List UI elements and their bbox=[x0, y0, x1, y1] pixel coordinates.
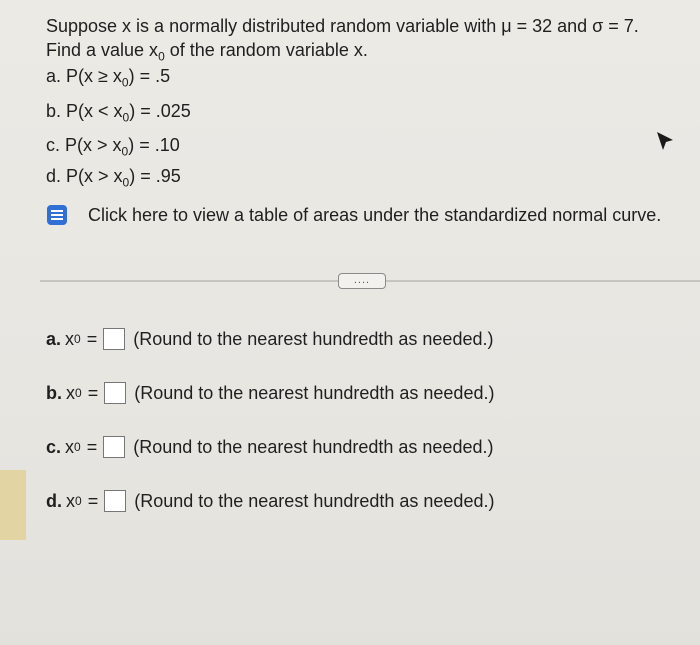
answer-variable: x bbox=[65, 436, 75, 457]
question-text: P(x > x bbox=[66, 166, 123, 186]
question-text: P(x < x bbox=[66, 101, 123, 121]
answer-label: b. bbox=[46, 382, 62, 403]
problem-statement bbox=[46, 14, 639, 69]
intro-line-1: Suppose x is a normally distributed random variable with μ = 32 and σ = 7. bbox=[46, 16, 639, 36]
answer-hint: (Round to the nearest hundredth as needed.) bbox=[133, 328, 494, 349]
answer-hint: (Round to the nearest hundredth as needed.) bbox=[134, 490, 495, 511]
question-b bbox=[46, 101, 191, 125]
question-value: ) = .5 bbox=[128, 66, 171, 86]
answer-subscript: 0 bbox=[75, 386, 82, 400]
answer-label: c. bbox=[46, 436, 62, 457]
answer-variable: x bbox=[66, 490, 75, 511]
question-text: P(x > x bbox=[65, 135, 122, 155]
expand-button[interactable]: .... bbox=[338, 273, 386, 289]
answer-row-d bbox=[46, 490, 494, 512]
answer-hint: (Round to the nearest hundredth as needed.) bbox=[133, 436, 494, 457]
answer-hint: (Round to the nearest hundredth as needed.) bbox=[134, 382, 495, 403]
normal-table-link-text[interactable]: Click here to view a table of areas under the standardized normal curve. bbox=[88, 204, 662, 225]
answer-label: d. bbox=[46, 490, 62, 511]
question-subscript: 0 bbox=[121, 75, 129, 90]
answer-equals: = bbox=[87, 490, 99, 511]
answer-label: a. bbox=[46, 328, 62, 349]
question-d bbox=[46, 166, 181, 190]
answer-subscript: 0 bbox=[74, 440, 81, 454]
answer-equals: = bbox=[86, 328, 98, 349]
answer-equals: = bbox=[86, 436, 98, 457]
answer-input-a[interactable] bbox=[103, 328, 125, 350]
intro-line-2-text: Find a value x bbox=[46, 40, 159, 60]
question-label: a. bbox=[46, 66, 62, 86]
question-text: P(x ≥ x bbox=[66, 66, 122, 86]
left-edge-strip bbox=[0, 470, 26, 540]
intro-line-2-tail: of the random variable x. bbox=[164, 40, 368, 60]
answer-row-b bbox=[46, 382, 494, 404]
answer-input-c[interactable] bbox=[103, 436, 125, 458]
intro-subscript: 0 bbox=[158, 49, 165, 64]
answer-input-d[interactable] bbox=[104, 490, 126, 512]
answer-equals: = bbox=[87, 382, 99, 403]
answer-subscript: 0 bbox=[74, 332, 81, 346]
answer-variable: x bbox=[65, 328, 75, 349]
question-value: ) = .10 bbox=[128, 135, 180, 155]
question-label: d. bbox=[46, 166, 62, 186]
question-value: ) = .95 bbox=[129, 166, 181, 186]
question-label: b. bbox=[46, 101, 62, 121]
answer-input-b[interactable] bbox=[104, 382, 126, 404]
answer-subscript: 0 bbox=[75, 494, 82, 508]
intro-line-2 bbox=[46, 38, 639, 69]
normal-table-link[interactable] bbox=[46, 204, 661, 226]
mouse-cursor-icon bbox=[655, 130, 675, 152]
question-a bbox=[46, 66, 170, 90]
question-subscript: 0 bbox=[121, 144, 129, 159]
table-icon bbox=[46, 204, 68, 226]
question-subscript: 0 bbox=[122, 110, 130, 125]
answer-variable: x bbox=[66, 382, 75, 403]
answer-row-c bbox=[46, 436, 493, 458]
question-label: c. bbox=[46, 135, 61, 155]
question-value: ) = .025 bbox=[129, 101, 191, 121]
question-c bbox=[46, 135, 180, 159]
answer-row-a bbox=[46, 328, 493, 350]
question-subscript: 0 bbox=[122, 175, 130, 190]
